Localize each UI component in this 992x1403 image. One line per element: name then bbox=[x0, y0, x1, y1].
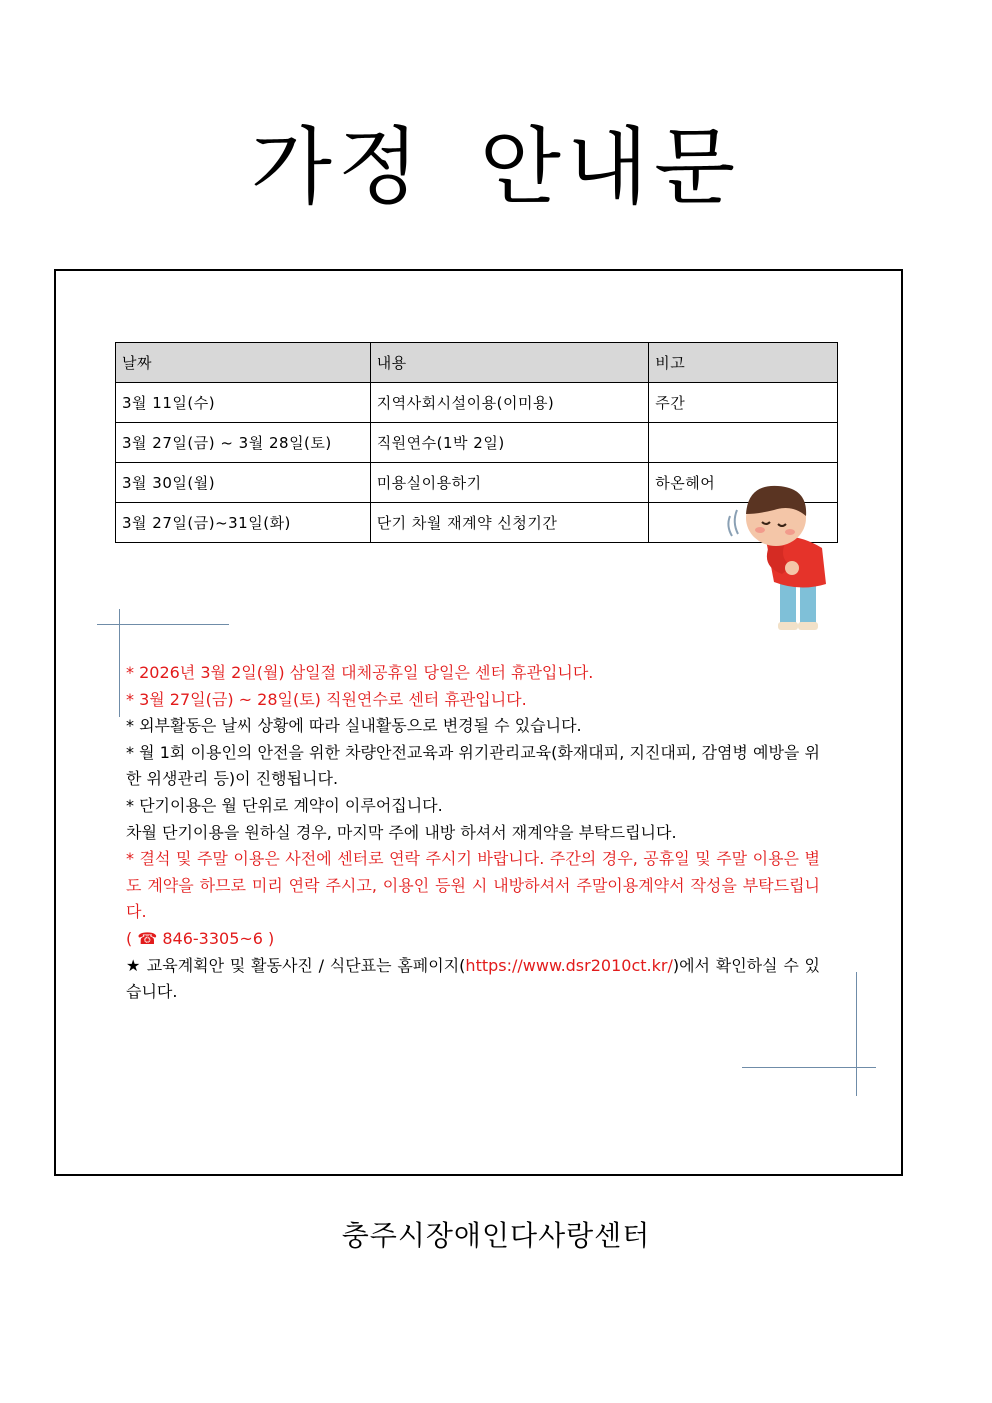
notice-short-term: * 단기이용은 월 단위로 계약이 이루어집니다. bbox=[126, 795, 443, 815]
notice-homepage-text: ★ 교육계획안 및 활동사진 / 식단표는 홈페이지( bbox=[126, 955, 466, 975]
cell-content: 단기 차월 재계약 신청기간 bbox=[370, 503, 649, 543]
table-row bbox=[116, 383, 838, 423]
notice-homepage bbox=[126, 953, 820, 1006]
organization-name: 충주시장애인다사랑센터 bbox=[341, 1219, 651, 1252]
bowing-boy-icon bbox=[722, 474, 832, 632]
notice-outdoor-activity: * 외부활동은 날씨 상황에 따라 실내활동으로 변경될 수 있습니다. bbox=[126, 716, 582, 736]
cell-date: 3월 11일(수) bbox=[116, 383, 371, 423]
cell-content: 직원연수(1박 2일) bbox=[370, 423, 649, 463]
cell-date: 3월 27일(금)~31일(화) bbox=[116, 503, 371, 543]
homepage-link[interactable]: https://www.dsr2010ct.kr/ bbox=[465, 955, 673, 975]
cell-date: 3월 30일(월) bbox=[116, 463, 371, 503]
cell-date: 3월 27일(금) ~ 3월 28일(토) bbox=[116, 423, 371, 463]
header-content: 내용 bbox=[370, 343, 649, 383]
table-row bbox=[116, 423, 838, 463]
deco-line-top-horizontal bbox=[97, 624, 229, 625]
notice-safety-education: * 월 1회 이용인의 안전을 위한 차량안전교육과 위기관리교육(화재대피, 지진대피, 감염병 예방을 위한 위생관리 등)이 진행됩니다. bbox=[126, 742, 820, 789]
notice-phone: ( ☎ 846-3305~6 ) bbox=[126, 928, 275, 948]
notice-list bbox=[126, 660, 820, 1006]
cell-content: 지역사회시설이용(이미용) bbox=[370, 383, 649, 423]
notice-holiday: * 2026년 3월 2일(월) 삼일절 대체공휴일 당일은 센터 휴관입니다. bbox=[126, 663, 594, 682]
page-title: 가정 안내문 bbox=[250, 118, 742, 216]
header-remark: 비고 bbox=[649, 343, 838, 383]
table-header-row bbox=[116, 343, 838, 383]
deco-line-top-vertical bbox=[119, 609, 120, 717]
cell-remark: 하온헤어 bbox=[649, 463, 838, 503]
notice-renewal: 차월 단기이용을 원하실 경우, 마지막 주에 내방 하셔서 재계약을 부탁드립니다. bbox=[126, 822, 677, 842]
cell-remark: 주간 bbox=[649, 383, 838, 423]
header-date: 날짜 bbox=[116, 343, 371, 383]
notice-homepage-text-end: )에서 확인하실 수 있습니다. bbox=[126, 955, 820, 1002]
cell-remark bbox=[649, 423, 838, 463]
notice-staff-training: * 3월 27일(금) ~ 28일(토) 직원연수로 센터 휴관입니다. bbox=[126, 689, 527, 709]
notice-absence: * 결석 및 주말 이용은 사전에 센터로 연락 주시기 바랍니다. 주간의 경우, 공휴일 및 주말 이용은 별도 계약을 하므로 미리 연락 주시고, 이용인 등원 시 내방하셔서 주말이용계약서 작성을 부탁드립니다. bbox=[126, 849, 820, 922]
deco-line-bottom-vertical bbox=[856, 972, 857, 1096]
cell-content: 미용실이용하기 bbox=[370, 463, 649, 503]
